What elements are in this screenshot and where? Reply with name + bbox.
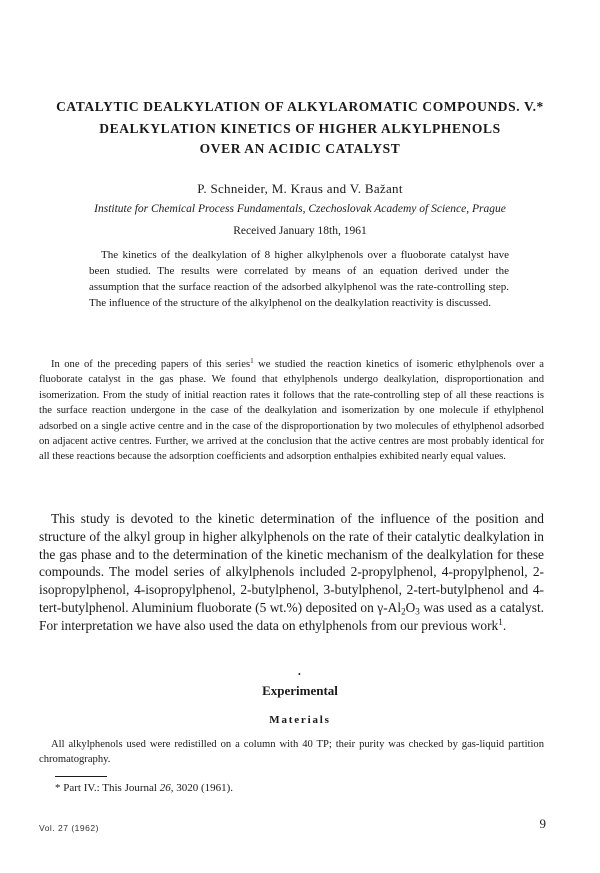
body-text-part-4: . (502, 617, 507, 633)
intro-text-after-ref: we studied the reaction kinetics of isomeric ethylphenols over a fluoborate catalyst in the gas phase. We found that ethylphenols undergo dealkylation, disproportionation and isomerization. From the study of initial reaction rates it follows that the rate-controlling step of all these reactions is the surface reaction undergone in the case of the dealkylation and isomerization by one molecule if ethylphenol adsorbed on a single active centre and in the case of the disproportionation by two molecules of ethylphenol adsorbed on adjacent active centres. Further, we arrived at the conclusion that the active centres are most probably identical for all these reactions because the adsorption coefficients and adsorption enthalpies exhibited nearly equal values. (39, 359, 544, 463)
subheading-materials: Materials (269, 714, 331, 726)
title-line-3: OVER AN ACIDIC CATALYST (199, 141, 401, 156)
footnote-prefix: * Part IV.: This Journal (55, 782, 160, 794)
page-number: 9 (539, 816, 546, 831)
footnote-suffix: , 3020 (1961). (170, 782, 234, 794)
journal-reference: Vol. 27 (1962) (39, 823, 99, 833)
body-text-part-2: O (405, 599, 416, 615)
affiliation: Institute for Chemical Process Fundamentals, Czechoslovak Academy of Science, Prague (94, 203, 506, 215)
abstract: The kinetics of the dealkylation of 8 higher alkylphenols over a fluoborate catalyst have been studied. The results were correlated by means of an equation derived under the assumption that the surface reaction of the adsorbed alkylphenol was the rate-controlling step. The influence of the structure of the alkylphenol on the dealkylation reactivity is discussed. (89, 249, 509, 309)
received-date: Received January 18th, 1961 (233, 225, 367, 237)
title-line-2: DEALKYLATION KINETICS OF HIGHER ALKYLPHENOLS (99, 121, 501, 136)
title-line-1: CATALYTIC DEALKYLATION OF ALKYLAROMATIC COMPOUNDS. V.* (56, 99, 544, 114)
footnote-divider (55, 776, 107, 777)
body-paragraph (39, 510, 544, 635)
intro-reference-marker: 1 (250, 357, 254, 366)
subscript-3: 3 (415, 606, 420, 617)
intro-paragraph (39, 357, 544, 465)
subscript-2: 2 (401, 606, 406, 617)
materials-paragraph: All alkylphenols used were redistilled on a column with 40 TP; their purity was checked by gas-liquid partition chromatography. (39, 739, 544, 766)
section-heading-experimental: Experimental (262, 683, 338, 698)
footnote-volume: 26 (159, 782, 171, 794)
dot-mark: • (298, 670, 301, 679)
authors: P. Schneider, M. Kraus and V. Bažant (197, 181, 403, 196)
body-text-part-3: was used as a catalyst. For interpretation we have also used the data on ethylphenols from our previous work (39, 599, 545, 633)
body-text-part-1: This study is devoted to the kinetic determination of the influence of the position and structure of the alkyl group in higher alkylphenols on the rate of their catalytic dealkylation in the gas phase and to the determination of the kinetic mechanism of the dealkylation for these compounds. The model series of alkylphenols included 2-propylphenol, 4-propylphenol, 2-isopropylphenol, 4-isopropylphenol, 2-butylphenol, 3-butylphenol, 2-tert-butylphenol and 4-tert-butylphenol. Aluminium fluoborate (5 wt.%) deposited on γ-Al (39, 511, 544, 615)
intro-text-before-ref: In one of the preceding papers of this series (51, 359, 251, 370)
footnote (55, 782, 233, 794)
body-reference-marker: 1 (498, 616, 503, 627)
